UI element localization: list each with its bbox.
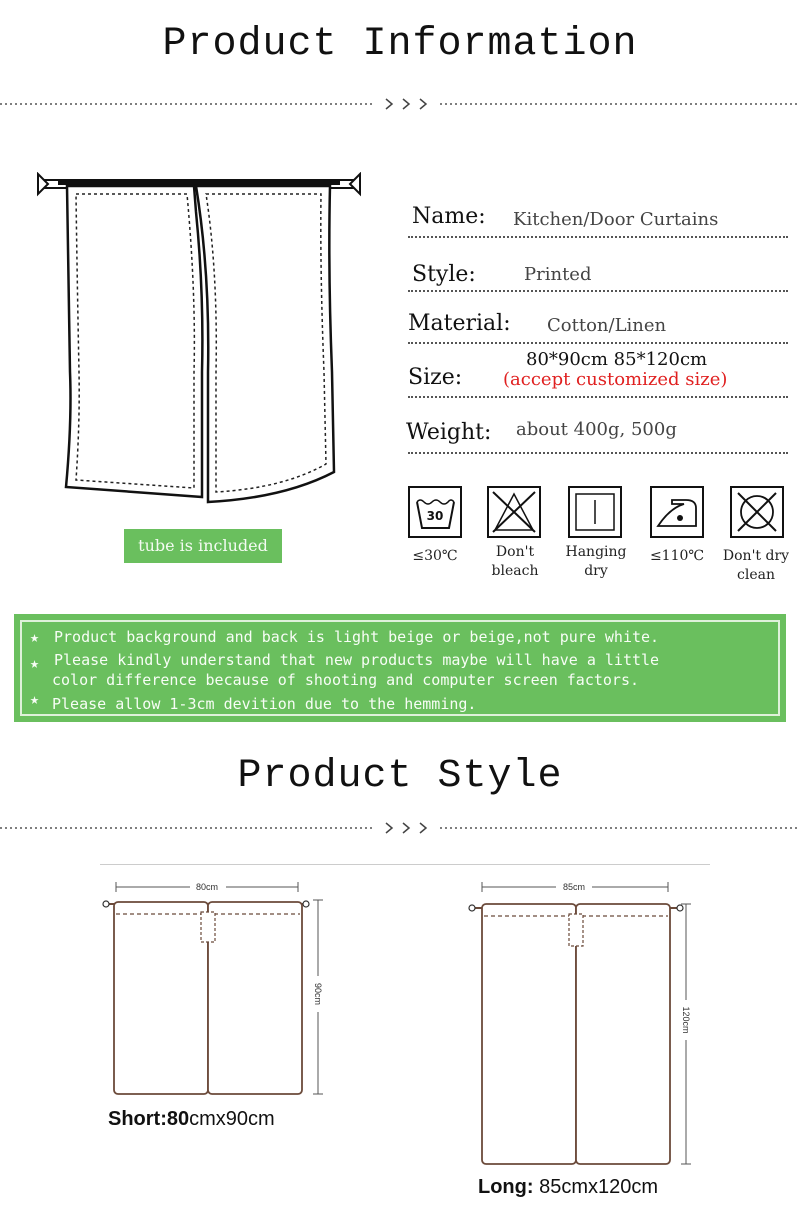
iron-110-icon [650,486,704,538]
notice-line-2a: Please kindly understand that new products maybe will have a little [54,651,660,669]
care-label-dry: Hanging dry [565,544,627,579]
no-tumble-dry-icon [730,486,784,538]
notice-star-2: ★ [30,654,40,672]
spec-divider [408,396,788,398]
name-label: Name: [412,204,486,229]
notice-star-1: ★ [30,628,40,646]
notice-line-3: Please allow 1-3cm devition due to the hemming. [52,695,477,713]
care-label-wash: ≤30℃ [412,548,458,564]
name-value: Kitchen/Door Curtains [513,209,719,230]
size-value: 80*90cm 85*120cm [526,349,708,370]
short-caption [108,1108,275,1131]
care-label-bleach: Don't bleach [491,544,539,579]
long-curtain-diagram [464,878,700,1168]
notice-box [14,614,786,722]
notice-line-1: Product background and back is light beige or beige,not pure white. [54,628,660,646]
spec-divider [408,452,788,454]
long-caption-label: Long: [478,1176,534,1198]
material-label: Material: [408,311,511,336]
short-height-label: 90cm [313,982,323,1006]
long-caption [478,1176,658,1199]
style-value: Printed [524,264,592,285]
wash-temp-text: 30 [426,509,444,523]
short-caption-width: 80 [166,1108,190,1130]
section-divider [0,818,800,838]
short-curtain-diagram [98,878,328,1100]
size-custom-note: (accept customized size) [503,369,728,390]
short-caption-label: Short: [108,1108,167,1130]
long-width-label: 85cm [562,882,586,892]
spec-divider [408,290,788,292]
long-height-label: 120cm [681,1006,691,1034]
tube-included-badge: tube is included [124,529,282,563]
spec-divider [408,236,788,238]
style-section-title: Product Style [237,754,563,799]
short-caption-size: cmx90cm [189,1108,275,1130]
care-label-iron: ≤110℃ [649,548,705,564]
page-title: Product Information [162,22,638,67]
hanging-dry-icon [568,486,622,538]
notice-star-3: ★ [30,690,40,708]
no-bleach-icon [487,486,541,538]
curtain-illustration [34,172,364,507]
short-width-label: 80cm [195,882,219,892]
spec-divider [408,342,788,344]
care-label-tumble: Don't dry clean [722,548,790,583]
thin-rule [100,864,710,865]
weight-value: about 400g, 500g [516,419,677,440]
weight-label: Weight: [406,420,492,445]
wash-30-icon [408,486,462,538]
section-divider [0,94,800,114]
long-caption-size: 85cmx120cm [539,1176,659,1198]
material-value: Cotton/Linen [547,315,667,336]
size-label: Size: [408,365,463,390]
notice-line-2b: color difference because of shooting and computer screen factors. [52,671,639,689]
style-label: Style: [412,262,476,287]
